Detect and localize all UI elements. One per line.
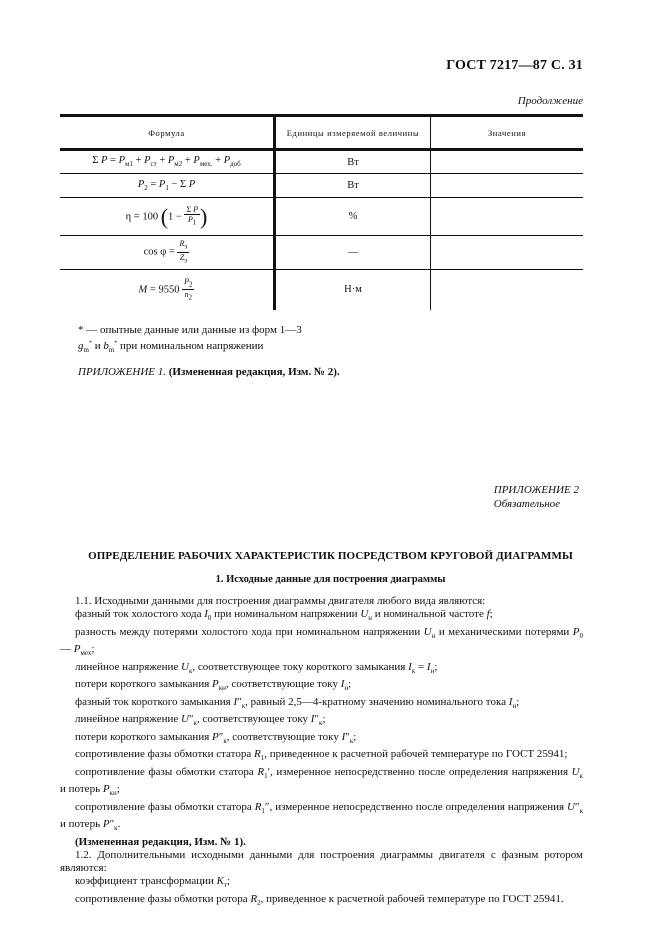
item-short-circuit-current: фазный ток короткого замыкания $I''_к$, равный 2,5—4-кратному значению номинального тока $I_н$; [75, 695, 520, 710]
formula-sum-losses: Σ $P = P_{м1} + P_{ст} + P_{м2} + P_{мех.} + P_{доб}$ [60, 150, 275, 174]
formula-output-power: $P_2 = P_1 - \Sigma$ P [60, 174, 275, 198]
table-header-row [60, 116, 583, 150]
item-loss-difference: разность между потерями холостого хода при номинальном напряжении $U_н$ и механическими потерями $P_0$ — $P_{мех}$; [60, 625, 583, 658]
item-short-circuit-voltage: линейное напряжение $U_к$, соответствующее току короткого замыкания $I_к = I_н$; [75, 660, 438, 675]
unit-cell: Н·м [275, 270, 431, 310]
continuation-label: Продолжение [517, 95, 583, 107]
table-row [60, 174, 583, 198]
appendix2-label: ПРИЛОЖЕНИЕ 2 [493, 484, 579, 496]
column-header-values: Значения [431, 116, 584, 150]
unit-cell: Вт [275, 150, 431, 174]
change-note-1: (Измененная редакция, Изм. № 1). [75, 835, 246, 848]
formula-torque: M = 9550 $\frac{P_2}{n_2}$ [60, 270, 275, 310]
item-transformation-ratio: коэффициент трансформации $K_т$; [75, 875, 231, 890]
formula-table [60, 114, 583, 310]
formula-efficiency: η = 100 (1 − $\frac{\text{Σ P}}{P_1}$ ) [60, 198, 275, 236]
item-stator-resistance-prime: сопротивление фазы обмотки статора $R_1'$, измеренное непосредственно после определения напряжения $U_к$ и потерь $P_{кн}$; [60, 765, 583, 798]
item-short-circuit-losses: потери короткого замыкания $P_{кн}$, соответствующие току $I_н$; [75, 678, 352, 693]
footnote-experimental-data: * — опытные данные или данные из форм 1—3 [78, 324, 302, 336]
item-no-load-current: фазный ток холостого хода $I_0$ при номинальном напряжении $U_н$ и номинальной частоте f; [75, 608, 493, 623]
paragraph-1-2: 1.2. Дополнительными исходными данными для построения диаграммы двигателя с фазным ротором являются: [60, 848, 583, 875]
unit-cell: Вт [275, 174, 431, 198]
appendix2-heading [494, 483, 579, 511]
appendix1-change: (Измененная редакция, Изм. № 2). [168, 366, 340, 378]
footnote-conductance: $g_m^*$ и $b_m^*$ при номинальном напряжении [78, 340, 264, 355]
value-cell [431, 174, 584, 198]
main-title: ОПРЕДЕЛЕНИЕ РАБОЧИХ ХАРАКТЕРИСТИК ПОСРЕДСТВОМ КРУГОВОЙ ДИАГРАММЫ [88, 550, 573, 562]
paragraph-1-1: 1.1. Исходными данными для построения диаграммы двигателя любого вида являются: [75, 595, 486, 607]
table-row [60, 198, 583, 236]
value-cell [431, 198, 584, 236]
value-cell [431, 150, 584, 174]
column-header-formula: Формула [60, 116, 275, 150]
item-stator-resistance: сопротивление фазы обмотки статора $R_1$, приведенное к расчетной рабочей температуре по ГОСТ 25941; [75, 748, 568, 763]
table-row [60, 270, 583, 310]
item-stator-resistance-double-prime: сопротивление фазы обмотки статора $R_1''$, измеренное непосредственно после определения напряжения $U''_к$ и потерь $P''_к$. [60, 800, 583, 833]
body-text [60, 595, 583, 910]
section-title: 1. Исходные данные для построения диаграммы [215, 574, 446, 585]
page-header-title: ГОСТ 7217—87 С. 31 [446, 58, 583, 73]
unit-cell: % [275, 198, 431, 236]
column-header-units: Единицы измеряемой величины [275, 116, 431, 150]
item-rotor-resistance: сопротивление фазы обмотки ротора $R_2$, приведенное к расчетной рабочей температуре по ГОСТ 25941. [75, 892, 564, 908]
appendix2-status: Обязательное [493, 498, 561, 510]
table-row [60, 236, 583, 270]
value-cell [431, 236, 584, 270]
unit-cell: — [275, 236, 431, 270]
table-row [60, 150, 583, 174]
value-cell [431, 270, 584, 310]
appendix1-change-note [78, 366, 340, 378]
formula-power-factor: cos φ = $\frac{R_э}{Z_э}$ [60, 236, 275, 270]
item-short-circuit-losses-2: потери короткого замыкания $P''_к$, соответствующие току $I''_к$; [75, 730, 357, 745]
appendix1-label: ПРИЛОЖЕНИЕ 1. [78, 366, 166, 378]
item-line-voltage-2: линейное напряжение $U''_к$, соответствующее току $I''_к$; [75, 713, 326, 728]
footnote-conductance-text: при номинальном напряжении [117, 340, 264, 352]
